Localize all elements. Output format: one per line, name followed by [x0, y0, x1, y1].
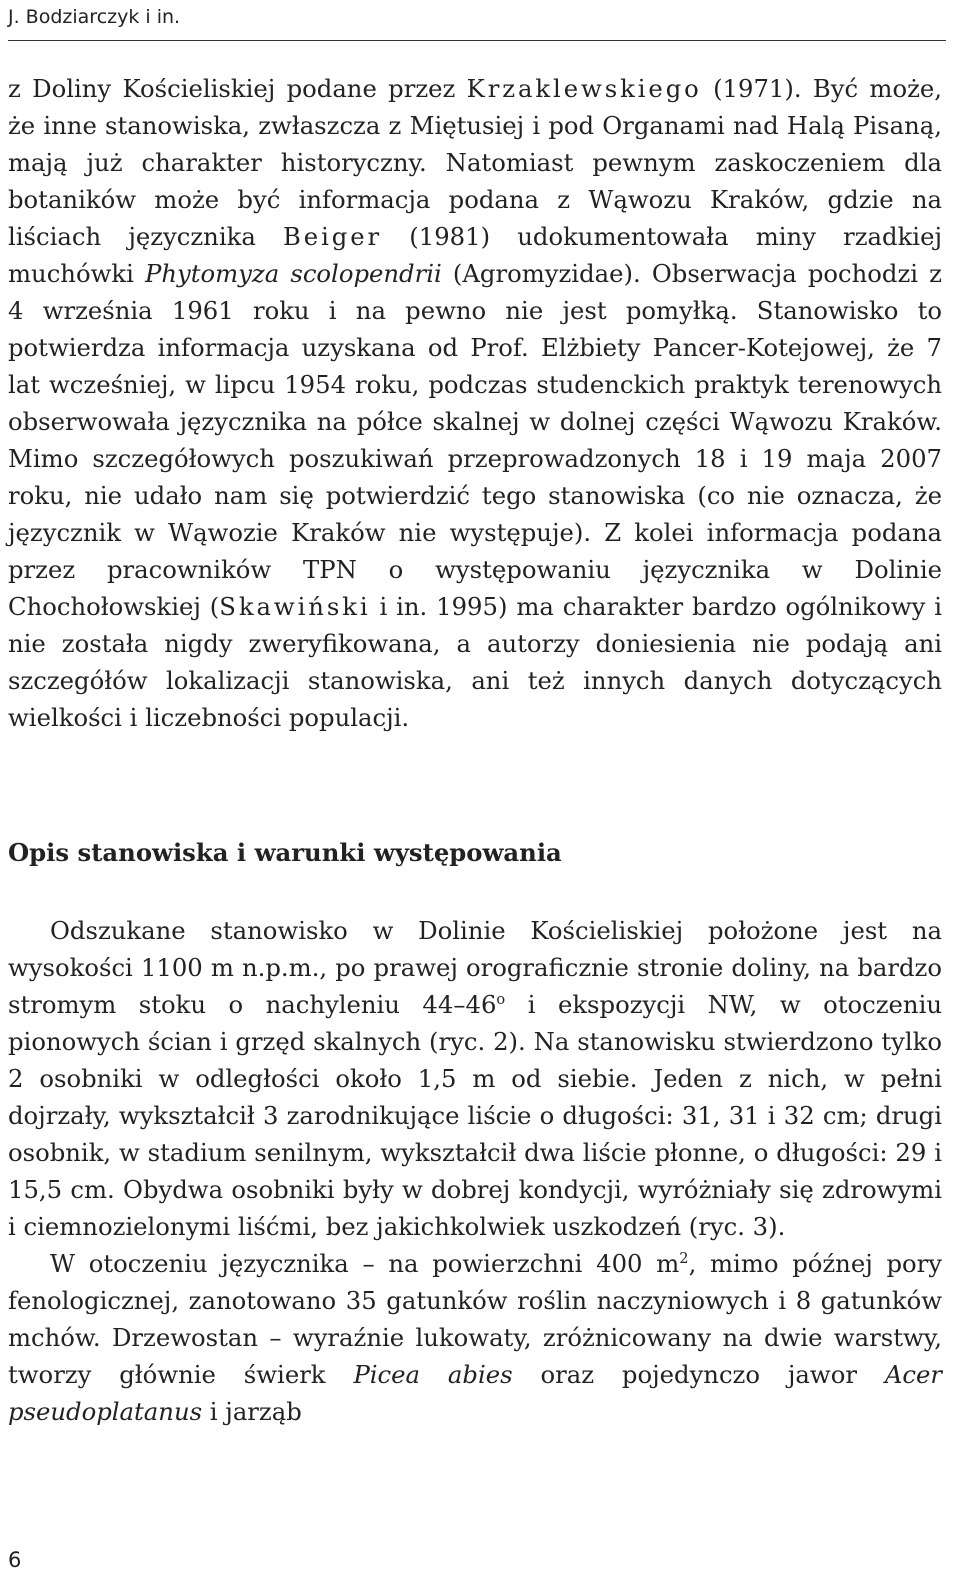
- text-run: z Doliny Kościeliskiej podane przez: [8, 74, 467, 103]
- text-run: i ekspozycji NW, w otoczeniu pionowych ścian i grzęd skalnych (ryc. 2). Na stanowisku stwierdzono tylko 2 osobniki w odległości około 1,5 m od siebie. Jeden z nich, w pełni dojrzały, wykształcił 3 zarodnikujące liście o długości: 31, 31 i 32 cm; drugi osobnik, w stadium senilnym, wykształcił dwa liście płonne, o długości: 29 i 15,5 cm. Obydwa osobniki były w dobrej kondycji, wyróżniały się zdrowymi i ciemnozielonymi liśćmi, bez jakichkolwiek uszkodzeń (ryc. 3).: [8, 990, 942, 1241]
- section-body: [8, 912, 942, 1430]
- text-run: i jarząb: [202, 1397, 302, 1426]
- running-head: J. Bodziarczyk i in.: [8, 6, 181, 28]
- square-superscript: 2: [679, 1249, 689, 1267]
- species-name: Picea abies: [353, 1360, 513, 1389]
- text-run: (1971). Być może, że inne stanowiska, zwłaszcza z Miętusiej i pod Organami nad Halą Pisaną, mają już charakter historyczny. Natomiast pewnym zaskoczeniem dla botaników może być informacja podana z Wąwozu Kraków, gdzie na liściach języcznika: [8, 74, 943, 251]
- section-heading: Opis stanowiska i warunki występowania: [8, 838, 562, 867]
- author-name: Krzaklewskiego: [466, 74, 702, 103]
- text-run: , mimo późnej pory fenologicznej, zanotowano 35 gatunków roślin naczyniowych i 8 gatunków mchów. Drzewostan – wyraźnie lukowaty, zróżnicowany na dwie warstwy, tworzy głównie świerk: [8, 1249, 942, 1389]
- text-run: W otoczeniu języcznika – na powierzchni 400 m: [50, 1249, 680, 1278]
- paragraph-3: [8, 1245, 942, 1430]
- species-name: Acer pseudoplatanus: [8, 1360, 942, 1426]
- text-run: Odszukane stanowisko w Dolinie Kościeliskiej położone jest na wysokości 1100 m n.p.m., po prawej orograficznie stronie doliny, na bardzo stromym stoku o nachyleniu 44–46: [8, 916, 942, 1019]
- text-run: (Agromyzidae). Obserwacja pochodzi z 4 września 1961 roku i na pewno nie jest pomyłką. Stanowisko to potwierdza informacja uzyskana od Prof. Elżbiety Pancer-Kotejowej, że 7 lat wcześniej, w lipcu 1954 roku, podczas studenckich praktyk terenowych obserwowała języcznika na półce skalnej w dolnej części Wąwozu Kraków. Mimo szczegółowych poszukiwań przeprowadzonych 18 i 19 maja 2007 roku, nie udało nam się potwierdzić tego stanowiska (co nie oznacza, że języcznik w Wąwozie Kraków nie występuje). Z kolei informacja podana przez pracowników TPN o występowaniu języcznika w Dolinie Chochołowskiej (: [8, 259, 942, 621]
- author-name: Beiger: [283, 222, 383, 251]
- text-run: oraz pojedynczo jawor: [512, 1360, 885, 1389]
- paragraph-1: [8, 70, 942, 736]
- text-run: (1981) udokumentowała miny rzadkiej muchówki: [8, 222, 942, 288]
- degree-superscript: o: [496, 990, 506, 1008]
- species-name: Phytomyza scolopendrii: [145, 259, 442, 288]
- paragraph-2: [8, 912, 942, 1245]
- body-text-continued: [8, 70, 942, 736]
- page-number: 6: [8, 1548, 22, 1572]
- author-name: Skawiński: [219, 592, 371, 621]
- header-rule: [8, 40, 946, 41]
- text-run: i in. 1995) ma charakter bardzo ogólnikowy i nie została nigdy zweryfikowana, a autorzy doniesienia nie podają ani szczegółów lokalizacji stanowiska, ani też innych danych dotyczących wielkości i liczebności populacji.: [8, 592, 942, 732]
